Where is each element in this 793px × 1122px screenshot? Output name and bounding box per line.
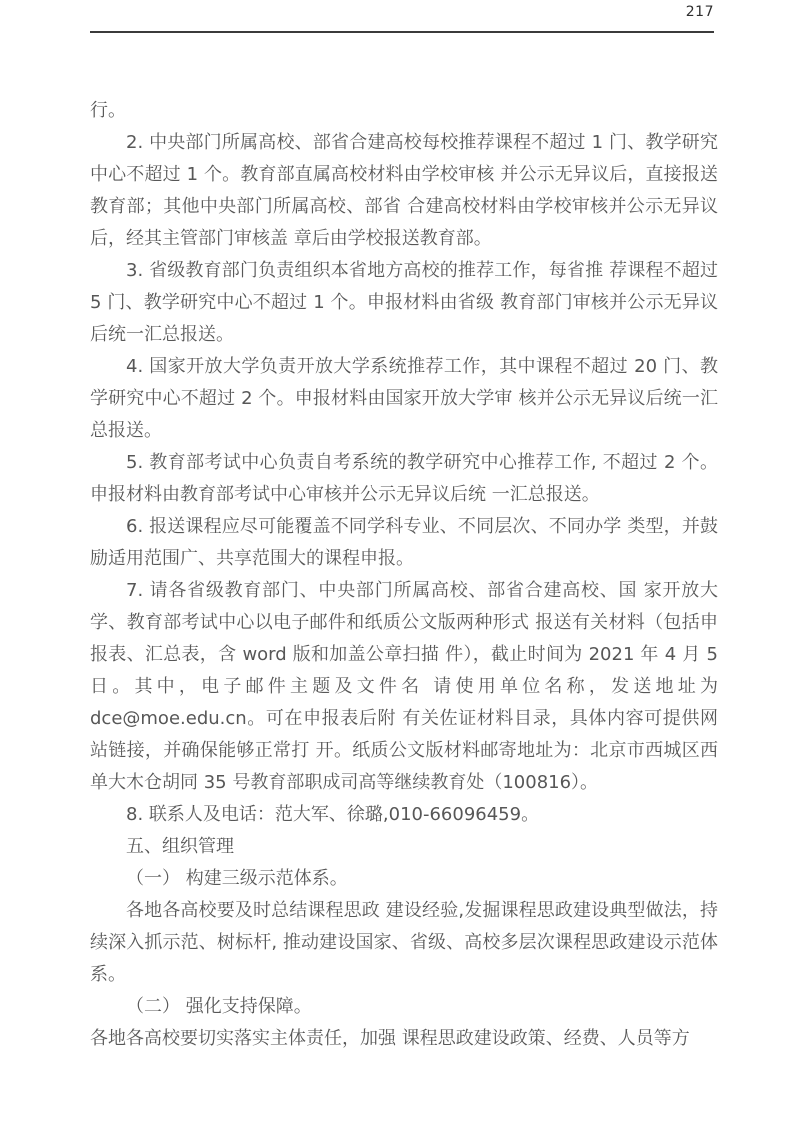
paragraph-item-3: 3. 省级教育部门负责组织本省地方高校的推荐工作，每省推 荐课程不超过 5 门、教学研究中心不超过 1 个。申报材料由省级 教育部门审核并公示无异议后统一汇总报送。 xyxy=(90,260,718,345)
document-body xyxy=(90,95,718,1055)
paragraph-demonstration-system-body: 各地各高校要及时总结课程思政 建设经验,发掘课程思政建设典型做法，持续深入抓示范、树标杆, 推动建设国家、省级、高校多层次课程思政建设示范体系。 xyxy=(90,900,718,985)
paragraph-item-6: 6. 报送课程应尽可能覆盖不同学科专业、不同层次、不同办学 类型，并鼓励适用范围广、共享范围大的课程申报。 xyxy=(90,516,718,569)
header-rule xyxy=(90,31,714,33)
subsection-heading-support-guarantee: （二） 强化支持保障。 xyxy=(126,996,312,1017)
paragraph-item-7: 7. 请各省级教育部门、中央部门所属高校、部省合建高校、国 家开放大学、教育部考试中心以电子邮件和纸质公文版两种形式 报送有关材料（包括申报表、汇总表，含 word 版和加盖公章扫描 件），截止时间为 2021 年 4 月 5 日。其中，电子邮件主题及文件名 请使用单位名称，发送地址为 dce@moe.edu.cn。可在申报表后附 有关佐证材料目录，具体内容可提供网站链接，并确保能够正常打 开。纸质公文版材料邮寄地址为：北京市西城区西单大木仓胡同 35 号教育部职成司高等继续教育处（100816）。 xyxy=(90,580,718,793)
paragraph-item-5: 5. 教育部考试中心负责自考系统的教学研究中心推荐工作, 不超过 2 个。申报材料由教育部考试中心审核并公示无异议后统 一汇总报送。 xyxy=(90,452,718,505)
subsection-heading-demonstration-system: （一） 构建三级示范体系。 xyxy=(126,868,348,889)
paragraph-support-guarantee-body: 各地各高校要切实落实主体责任，加强 课程思政建设政策、经费、人员等方 xyxy=(90,1028,690,1049)
paragraph-item-8: 8. 联系人及电话：范大军、徐璐,010-66096459。 xyxy=(126,804,540,825)
paragraph-continuation: 行。 xyxy=(90,100,126,121)
section-heading-organization-management: 五、组织管理 xyxy=(126,836,234,857)
paragraph-item-2: 2. 中央部门所属高校、部省合建高校每校推荐课程不超过 1 门、教学研究中心不超过 1 个。教育部直属高校材料由学校审核 并公示无异议后，直接报送教育部；其他中央部门所属高校、部省 合建高校材料由学校审核并公示无异议后，经其主管部门审核盖 章后由学校报送教育部。 xyxy=(90,132,718,249)
page-number: 217 xyxy=(685,4,714,20)
paragraph-item-4: 4. 国家开放大学负责开放大学系统推荐工作，其中课程不超过 20 门、教学研究中心不超过 2 个。申报材料由国家开放大学审 核并公示无异议后统一汇总报送。 xyxy=(90,356,718,441)
